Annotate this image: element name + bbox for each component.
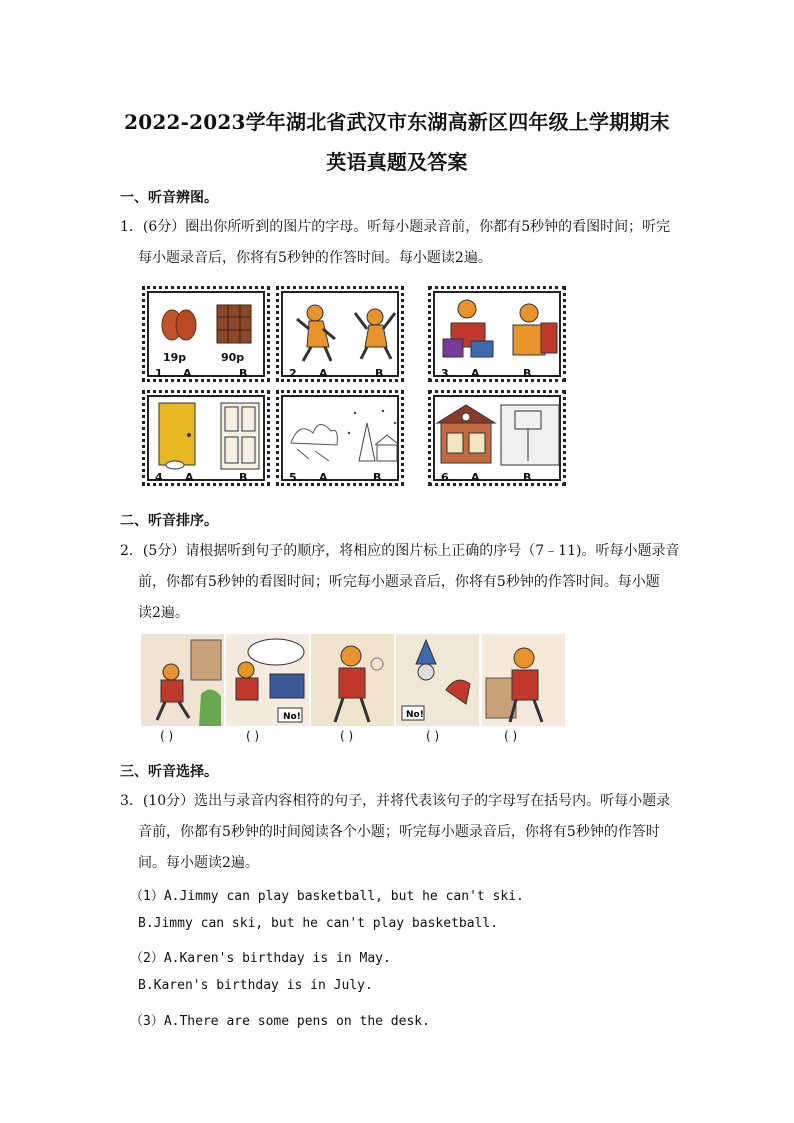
story-picture-1 <box>141 634 224 726</box>
answer-blank-5[interactable]: ( ) <box>504 729 518 743</box>
q2-line3: 读2遍。 <box>138 605 189 621</box>
picture-2-art <box>279 289 404 382</box>
stamp-3-b: B <box>523 367 532 380</box>
stamp-6-number: 6. <box>441 471 453 484</box>
stamp-1-number: 1. <box>155 367 167 380</box>
story-picture-3-art <box>311 634 394 726</box>
picture-3 <box>428 286 566 382</box>
document-title-line2: 英语真题及答案 <box>326 150 468 174</box>
q2-line2: 前，你都有5秒钟的看图时间；听完每小题录音后，你将有5秒钟的作答时间。每小题 <box>138 574 660 590</box>
stamp-3-a: A <box>471 367 480 380</box>
picture-4 <box>142 390 270 486</box>
q3-item-1a: （1）A.Jimmy can play basketball, but he can't ski. <box>130 889 524 904</box>
answer-blank-4[interactable]: ( ) <box>426 729 440 743</box>
stamp-5-b: B <box>373 471 382 484</box>
section2-heading: 二、听音排序。 <box>120 513 218 529</box>
stamp-1-b: B <box>239 367 248 380</box>
picture-3-art <box>431 289 566 382</box>
picture-2 <box>276 286 404 382</box>
picture-6-art <box>431 393 566 486</box>
q1-line2: 每小题录音后，你将有5秒钟的作答时间。每小题读2遍。 <box>138 250 492 266</box>
stamp-4-number: 4. <box>155 471 167 484</box>
answer-blank-2[interactable]: ( ) <box>246 729 260 743</box>
stamp-6-a: A <box>471 471 480 484</box>
story-picture-4-art <box>396 634 479 726</box>
bubble-no-2: No! <box>406 710 424 720</box>
stamp-5-number: 5. <box>289 471 301 484</box>
story-picture-2 <box>226 634 309 726</box>
picture-1-art <box>145 289 270 382</box>
document-title-line1: 2022-2023学年湖北省武汉市东湖高新区四年级上学期期末 <box>124 110 670 134</box>
story-picture-5-art <box>482 634 565 726</box>
stamp-1-a: A <box>183 367 192 380</box>
picture-5-art <box>279 393 404 486</box>
q3-item-3a: （3）A.There are some pens on the desk. <box>130 1014 430 1029</box>
answer-blank-1[interactable]: ( ) <box>160 729 174 743</box>
stamp-2-number: 2. <box>289 367 301 380</box>
section1-heading: 一、听音辨图。 <box>120 190 218 206</box>
stamp-3-number: 3. <box>441 367 453 380</box>
story-picture-3 <box>311 634 394 726</box>
q3-line2: 音前，你都有5秒钟的时间阅读各个小题；听完每小题录音后，你将有5秒钟的作答时 <box>138 824 660 840</box>
section3-heading: 三、听音选择。 <box>120 764 218 780</box>
q3-item-2a: （2）A.Karen's birthday is in May. <box>130 951 391 966</box>
stamp-6-b: B <box>523 471 532 484</box>
answer-blank-3[interactable]: ( ) <box>340 729 354 743</box>
bubble-no-1: No! <box>283 712 301 722</box>
price-b: 90p <box>221 351 245 364</box>
q3-line3: 间。每小题读2遍。 <box>138 855 259 871</box>
picture-6 <box>428 390 566 486</box>
q1-line1: 1．(6分）圈出你所听到的图片的字母。听每小题录音前，你都有5秒钟的看图时间；听完 <box>120 219 671 235</box>
stamp-2-b: B <box>375 367 384 380</box>
story-picture-1-art <box>141 634 224 726</box>
q3-item-1b: B.Jimmy can ski, but he can't play basketball. <box>138 916 499 931</box>
q3-line1: 3．(10分）选出与录音内容相符的句子，并将代表该句子的字母写在括号内。听每小题录 <box>120 793 671 809</box>
stamp-4-a: A <box>185 471 194 484</box>
stamp-2-a: A <box>319 367 328 380</box>
stamp-5-a: A <box>319 471 328 484</box>
story-picture-5 <box>482 634 565 726</box>
story-picture-4 <box>396 634 479 726</box>
picture-1 <box>142 286 270 382</box>
price-a: 19p <box>163 351 187 364</box>
q3-item-2b: B.Karen's birthday is in July. <box>138 978 373 993</box>
picture-4-art <box>145 393 270 486</box>
stamp-4-b: B <box>239 471 248 484</box>
picture-5 <box>276 390 404 486</box>
story-picture-2-art <box>226 634 309 726</box>
q2-line1: 2．(5分）请根据听到句子的顺序，将相应的图片标上正确的序号（7﹣11)。听每小题录音 <box>120 543 680 559</box>
